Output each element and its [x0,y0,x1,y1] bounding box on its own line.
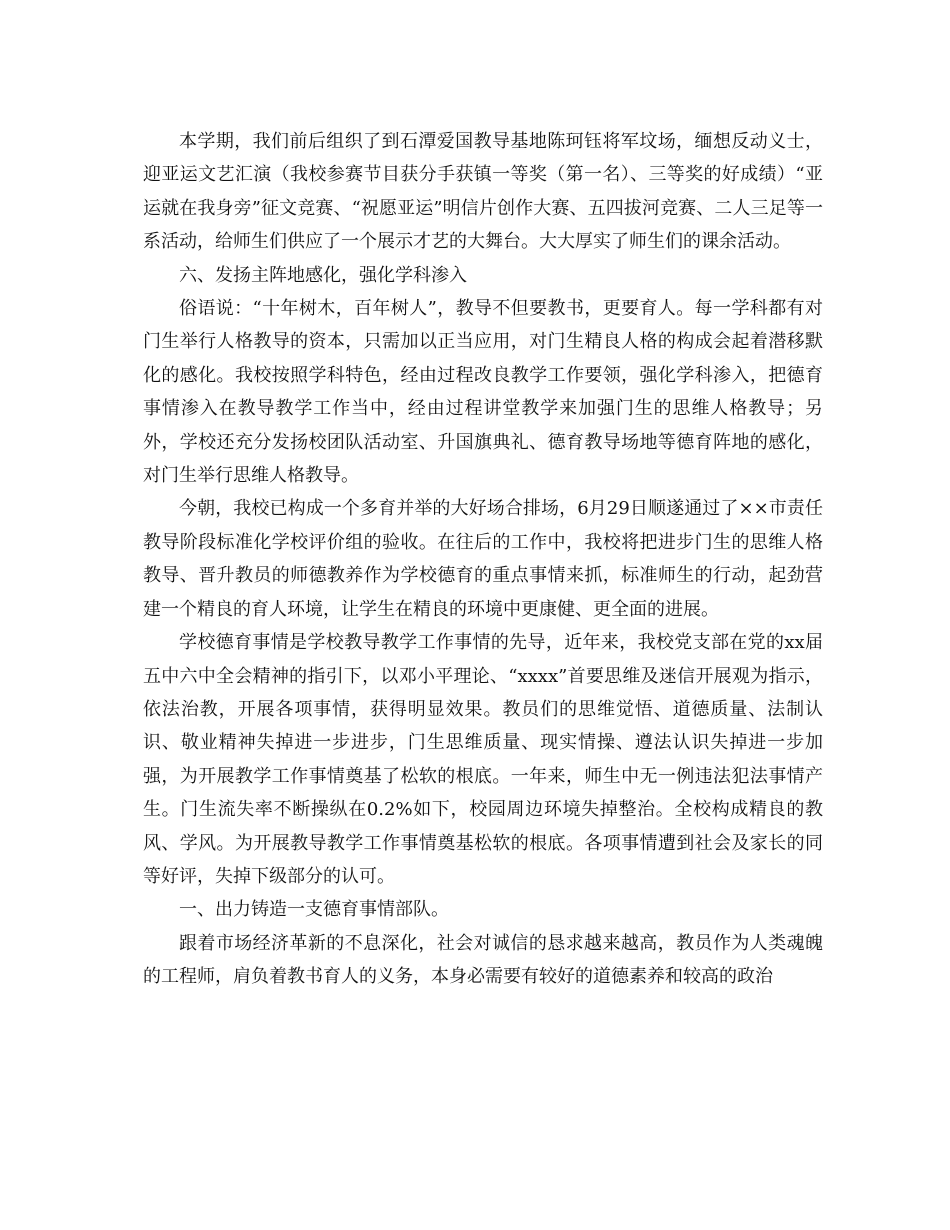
paragraph-market-economy: 跟着市场经济革新的不息深化，社会对诚信的恳求越来越高，教员作为人类魂魄的工程师，肩负着教书育人的义务，本身必需要有较好的道德素养和较高的政治 [143,932,823,988]
section-heading-six: 六、发扬主阵地感化，强化学科渗入 [179,264,467,286]
paragraph-subject-infiltration: 俗语说：“十年树木，百年树人”，教导不但要教书，更要育人。每一学科都有对门生举行人格教导的资本，只需加以正当应用，对门生精良人格的构成会起着潜移默化的感化。我校按照学科特色，经由过程改良教学工作要领，强化学科渗入，把德育事情渗入在教导教学工作当中，经由过程讲堂教学来加强门生的思维人格教导；另外，学校还充分发扬校团队活动室、升国旗典礼、德育教导场地等德育阵地的感化，对门生举行思维人格教导。 [143,298,823,487]
document-page [143,125,823,994]
section-heading-one: 一、出力铸造一支德育事情部队。 [179,899,449,921]
paragraph-current-status: 今朝，我校已构成一个多育并举的大好场合排场，6月29日顺遂通过了××市责任教导阶段标准化学校评价组的验收。在往后的工作中，我校将把进步门生的思维人格教导、晋升教员的师德教养作为学校德育的重点事情来抓，标准师生的行动，起劲营建一个精良的育人环境，让学生在精良的环境中更康健、更全面的进展。 [143,498,823,620]
paragraph-activities: 本学期，我们前后组织了到石潭爱国教导基地陈珂钰将军坟场，缅想反动义士，迎亚运文艺汇演（我校参赛节目获分手获镇一等奖（第一名）、三等奖的好成绩）“亚运就在我身旁”征文竞赛、“祝愿亚运”明信片创作大赛、五四拔河竞赛、二人三足等一系活动，给师生们供应了一个展示才艺的大舞台。大大厚实了师生们的课余活动。 [143,131,823,253]
paragraph-moral-education-summary: 学校德育事情是学校教导教学工作事情的先导，近年来，我校党支部在党的xx届五中六中全会精神的指引下，以邓小平理论、“xxxx”首要思维及迷信开展观为指示，依法治教，开展各项事情，获得明显效果。教员们的思维觉悟、道德质量、法制认识、敬业精神失掉进一步进步，门生思维质量、现实情操、遵法认识失掉进一步加强，为开展教学工作事情奠基了松软的根底。一年来，师生中无一例违法犯法事情产生。门生流失率不断操纵在0.2%如下，校园周边环境失掉整治。全校构成精良的教风、学风。为开展教导教学工作事情奠基松软的根底。各项事情遭到社会及家长的同等好评，失掉下级部分的认可。 [143,632,823,887]
